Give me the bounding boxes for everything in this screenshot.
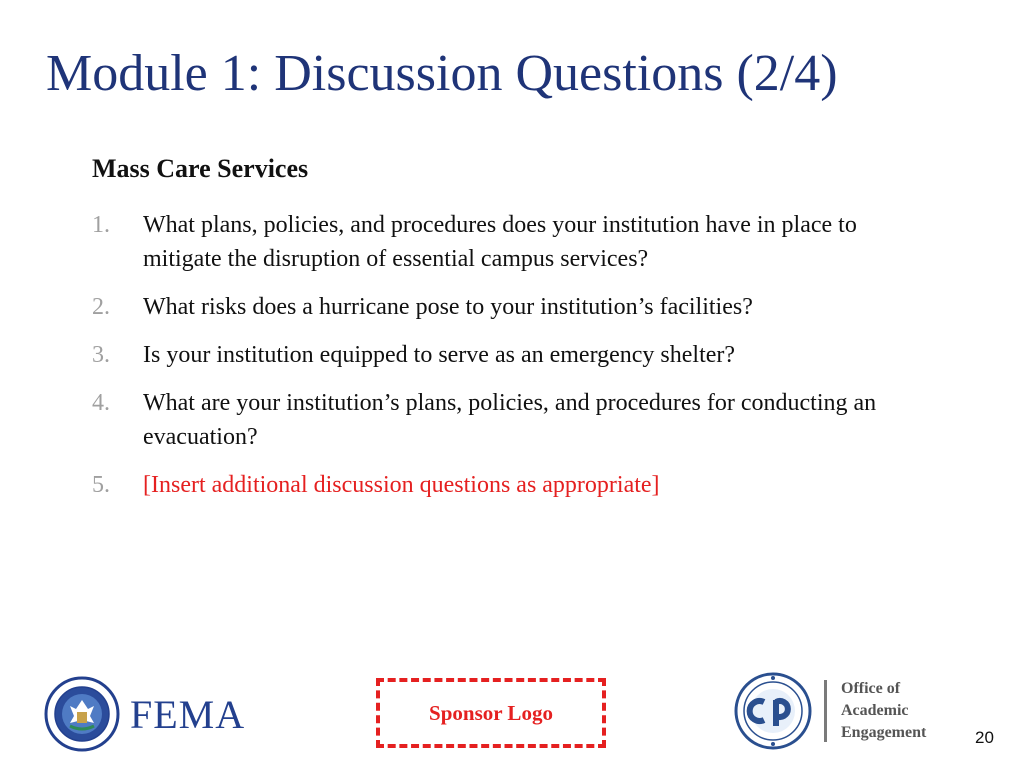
campus-resilience-seal-icon bbox=[734, 672, 812, 750]
oae-line: Office of bbox=[841, 680, 901, 697]
question-text: Is your institution equipped to serve as an emergency shelter? bbox=[143, 342, 736, 368]
question-item bbox=[92, 290, 922, 324]
slide-title: Module 1: Discussion Questions (2/4) bbox=[46, 45, 838, 102]
question-number: 4. bbox=[92, 390, 110, 416]
question-number: 1. bbox=[92, 212, 110, 238]
dhs-seal-icon bbox=[44, 676, 120, 752]
logo-divider bbox=[824, 680, 827, 742]
oae-wordmark bbox=[841, 678, 926, 744]
question-item-placeholder bbox=[92, 468, 922, 502]
question-list bbox=[92, 208, 922, 516]
question-text: What risks does a hurricane pose to your institution’s facilities? bbox=[143, 294, 753, 320]
question-text: What plans, policies, and procedures does your institution have in place to mitigate the disruption of essential campus services? bbox=[143, 212, 857, 272]
section-heading: Mass Care Services bbox=[92, 154, 309, 183]
sponsor-logo-label: Sponsor Logo bbox=[429, 700, 553, 725]
page-number: 20 bbox=[975, 728, 994, 747]
question-number: 5. bbox=[92, 472, 110, 498]
sponsor-logo-placeholder bbox=[376, 678, 606, 748]
fema-logo bbox=[44, 676, 245, 752]
question-item bbox=[92, 338, 922, 372]
fema-wordmark: FEMA bbox=[130, 691, 246, 737]
question-text-placeholder: [Insert additional discussion questions as appropriate] bbox=[143, 472, 660, 498]
question-text: What are your institution’s plans, policies, and procedures for conducting an evacuation? bbox=[143, 390, 877, 450]
question-item bbox=[92, 208, 922, 276]
question-number: 3. bbox=[92, 342, 110, 368]
oae-line: Academic bbox=[841, 702, 909, 719]
oae-line: Engagement bbox=[841, 724, 927, 741]
question-item bbox=[92, 386, 922, 454]
oae-logo bbox=[734, 672, 926, 750]
question-number: 2. bbox=[92, 294, 110, 320]
